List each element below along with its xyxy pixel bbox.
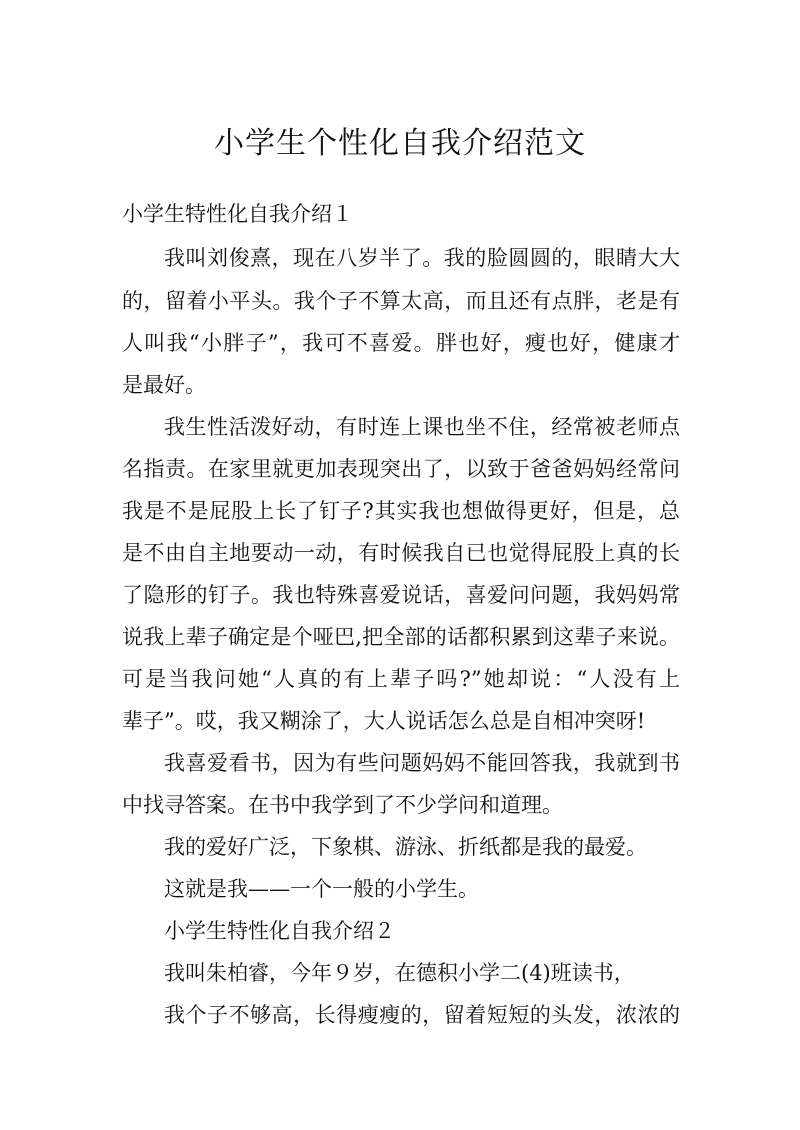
paragraph-line: 我的爱好广泛，下象棋、游泳、折纸都是我的最爱。 bbox=[164, 835, 647, 859]
paragraph-line: 我叫朱柏睿，今年９岁，在德积小学二(4)班读书， bbox=[164, 961, 635, 985]
paragraph-line: 我是不是屁股上长了钉子?其实我也想做得更好，但是，总 bbox=[122, 499, 680, 523]
section-heading: 小学生特性化自我介绍１ bbox=[122, 202, 353, 226]
section-heading: 小学生特性化自我介绍２ bbox=[164, 919, 395, 943]
paragraph-line: 我喜爱看书，因为有些问题妈妈不能回答我，我就到书 bbox=[164, 751, 680, 775]
paragraph-line: 的，留着小平头。我个子不算太高，而且还有点胖，老是有 bbox=[122, 289, 680, 313]
paragraph-line: 我个子不够高，长得瘦瘦的，留着短短的头发，浓浓的 bbox=[164, 1003, 680, 1027]
paragraph-line: 这就是我——一个一般的小学生。 bbox=[164, 877, 479, 901]
paragraph-line: 说我上辈子确定是个哑巴,把全部的话都积累到这辈子来说。 bbox=[122, 625, 680, 649]
paragraph-line: 名指责。在家里就更加表现突出了，以致于爸爸妈妈经常问 bbox=[122, 457, 680, 481]
paragraph-line: 辈子”。哎，我又糊涂了，大人说话怎么总是自相冲突呀! bbox=[122, 709, 646, 733]
paragraph-line: 了隐形的钉子。我也特殊喜爱说话，喜爱问问题，我妈妈常 bbox=[122, 583, 680, 607]
document-title: 小学生个性化自我介绍范文 bbox=[214, 126, 586, 161]
paragraph-line: 人叫我“小胖子”，我可不喜爱。胖也好，瘦也好，健康才 bbox=[122, 331, 680, 355]
paragraph-line: 我生性活泼好动，有时连上课也坐不住，经常被老师点 bbox=[164, 415, 680, 439]
paragraph-line: 可是当我问她“人真的有上辈子吗?”她却说：“人没有上 bbox=[122, 667, 680, 691]
paragraph-line: 我叫刘俊熹，现在八岁半了。我的脸圆圆的，眼睛大大 bbox=[164, 246, 680, 270]
paragraph-line: 是最好。 bbox=[122, 373, 206, 397]
paragraph-line: 中找寻答案。在书中我学到了不少学问和道理。 bbox=[122, 793, 563, 817]
paragraph-line: 是不由自主地要动一动，有时候我自已也觉得屁股上真的长 bbox=[122, 541, 680, 565]
